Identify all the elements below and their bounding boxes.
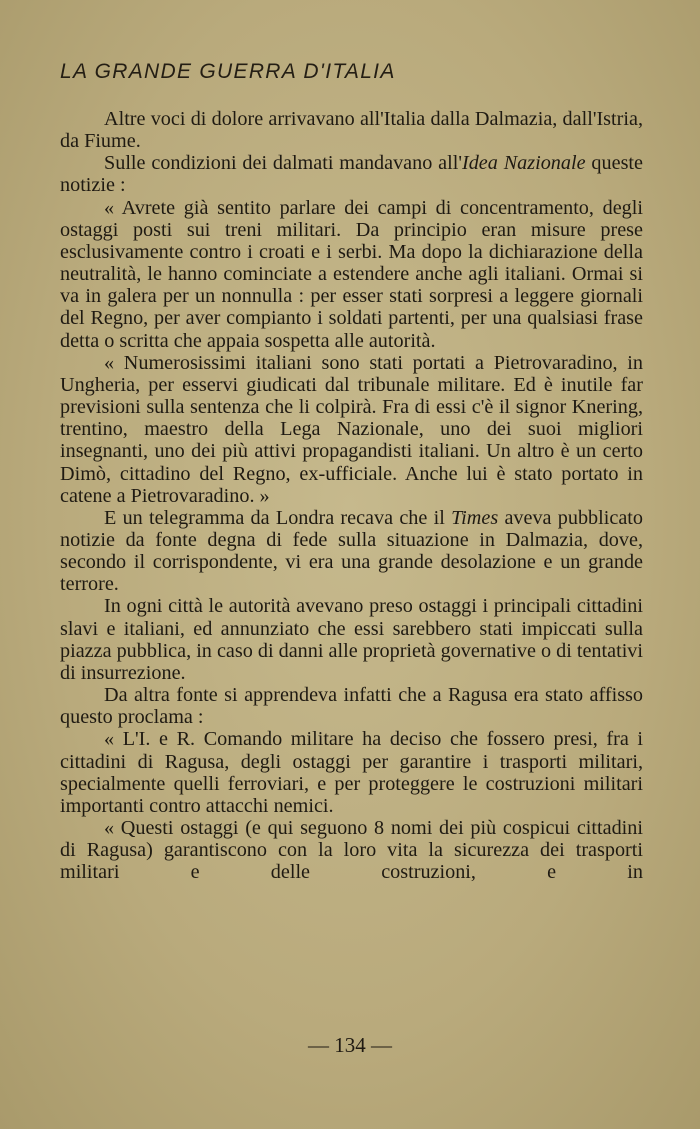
paragraph-text: « L'I. e R. Comando militare ha deciso che fossero presi, fra i cittadini di Ragusa, degli ostaggi per garantire i trasporti militari, specialmente quelli ferroviari, e per proteggere le costruzioni militari importanti contro attacchi nemici. [60, 728, 643, 817]
paragraph-text: queste notizie : [60, 152, 643, 197]
paragraph-text: Altre voci di dolore arrivavano all'Italia dalla Dalmazia, dall'Istria, da Fiume. [60, 108, 643, 153]
running-title: LA GRANDE GUERRA D'ITALIA [60, 60, 396, 83]
paragraph [60, 108, 643, 152]
paragraph-text: Sulle condizioni dei dalmati mandavano all' [104, 152, 462, 175]
paragraph-text: « Questi ostaggi (e qui seguono 8 nomi dei più cospicui cittadini di Ragusa) garantiscono con la loro vita la sicurezza dei trasporti militari e delle costruzioni, e in [60, 817, 643, 884]
italic-title: Idea Nazionale [461, 152, 586, 175]
paragraph [60, 352, 643, 507]
body-text [60, 108, 643, 883]
paragraph [60, 197, 643, 352]
paragraph [60, 507, 643, 596]
page-number: — 134 — [308, 1033, 392, 1057]
paragraph [60, 728, 643, 817]
paragraph [60, 152, 643, 196]
paragraph-text: In ogni città le autorità avevano preso ostaggi i principali cittadini slavi e italiani, ed annunziato che essi sarebbero stati impiccati sulla piazza pubblica, in caso di danni alle proprietà governative o di tentativi di insurrezione. [60, 595, 643, 684]
paragraph-text: Da altra fonte si apprendeva infatti che a Ragusa era stato affisso questo proclama : [60, 684, 643, 729]
paragraph [60, 817, 643, 883]
paragraph-text: aveva pubblicato notizie da fonte degna di fede sulla situazione in Dalmazia, dove, secondo il corrispondente, vi era una grande desolazione e un grande terrore. [60, 506, 643, 596]
paragraph [60, 595, 643, 684]
paragraph-text: « Numerosissimi italiani sono stati portati a Pietrovaradino, in Ungheria, per esservi giudicati dal tribunale militare. Ed è inutile far previsioni sulla sentenza che li colpirà. Fra di essi c'è il signor Knering, trentino, maestro della Lega Nazionale, uno dei suoi migliori insegnanti, uno dei più attivi propagandisti italiani. Un altro è un certo Dimò, cittadino del Regno, ex-ufficiale. Anche lui è stato portato in catene a Pietrovaradino. » [60, 351, 643, 507]
paragraph [60, 684, 643, 728]
italic-title: Times [451, 506, 499, 529]
paragraph-text: E un telegramma da Londra recava che il [104, 506, 452, 529]
paragraph-text: « Avrete già sentito parlare dei campi di concentramento, degli ostaggi posti sui treni militari. Da principio eran misure prese esclusivamente contro i croati e i serbi. Ma dopo la dichiarazione della neutralità, le hanno cominciate a estendere anche agli italiani. Ormai si va in galera per un nonnulla : per esser stati sorpresi a leggere giornali del Regno, per aver compianto i soldati partenti, per una qualsiasi frase detta o scritta che appaia sospetta alle autorità. [60, 196, 643, 352]
